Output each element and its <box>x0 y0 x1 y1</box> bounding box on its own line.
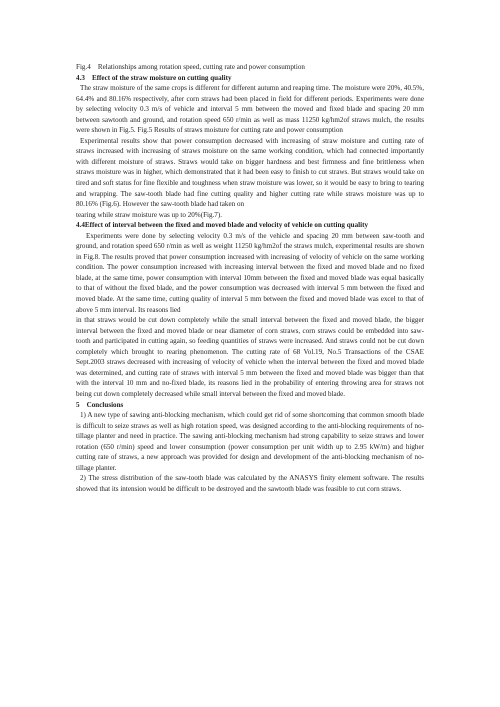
paragraph-straw-moisture: The straw moisture of the same crops is different for different autumn and reaping time. The moisture were 20%, 40.5%, 64.4% and 80.16% respectively, after corn straws had been placed in field for different periods. Experiments were done by selecting velocity 0.3 m/s of vehicle and interval 5 mm between the moved and fixed blade and spacing 20 mm between sawtooth and ground, and rotation speed 650 r/min as well as mass 11250 kg/hm2of straws mulch, the results were shown in Fig.5. Fig.5 Results of straws moisture for cutting rate and power consumption <box>76 84 424 135</box>
conclusion-item-1: 1) A new type of sawing anti-blocking mechanism, which could get rid of some shortcoming that common smooth blade is difficult to seize straws as well as high rotation speed, was designed according to the anti-blocking requirements of no-tillage planter and need in practice. The sawing anti-blocking mechanism had strong capability to seize straws and lower rotation (650 r/min) speed and lower consumption (power consumption per unit width up to 2.95 kW/m) and higher cutting rate of straws, a new approach was provided for design and development of the anti-blocking mechanism of no-tillage planter. <box>76 411 424 472</box>
paragraph-moisture-results-tail: tearing while straw moisture was up to 20%(Fig.7). <box>76 210 222 219</box>
paragraph-interval-experiments: Experiments were done by selecting velocity 0.3 m/s of the vehicle and spacing 20 mm between saw-tooth and ground, and rotation speed 650 r/min as well as weight 11250 kg/hm2of the straws mulch, experimental results are shown in Fig.8. The results proved that power consumption increased with increasing of velocity of vehicle on the same working condition. The power consumption increased with increasing interval between the fixed and moved blade and no fixed blade, at the same time, power consumption with interval 10mm between the fixed and moved blade was equal basically to that of without the fixed blade, and the power consumption was decreased with interval 5 mm between the fixed and moved blade. At the same time, cutting quality of interval 5 mm between the fixed and moved blade was excel to that of above 5 mm interval. Its reasons lied <box>76 231 424 314</box>
section-5-heading: 5 Conclusions <box>76 400 124 409</box>
conclusion-item-2: 2) The stress distribution of the saw-tooth blade was calculated by the ANASYS finity element software. The results showed that its intension would be difficult to be destroyed and the sawtooth blade was feasible to cut corn straws. <box>76 474 424 493</box>
paragraph-moisture-results: Experimental results show that power consumption decreased with increasing of straw moisture and cutting rate of straws increased with increasing of straws moisture on the same working condition, which had connected importantly with different moisture of straws. Straws would take on bigger hardness and best firmness and fine brittleness when straws moisture was in higher, which demonstrated that it had been easy to finish to cut straws. But straws would take on tired and soft status for fine flexible and toughness when straw moisture was lower, so it would be easy to bring to tearing and wrapping. The saw-tooth blade had fine cutting quality and higher cutting rate while straws moisture was up to 80.16% (Fig.6). However the saw-tooth blade had taken on <box>76 136 424 209</box>
section-4-3-heading: 4.3 Effect of the straw moisture on cutting quality <box>76 73 232 82</box>
document-page <box>76 62 424 494</box>
figure-4-caption: Fig.4 Relationships among rotation speed, cutting rate and power consumption <box>76 63 305 71</box>
paragraph-interval-reasons: in that straws would be cut down completely while the small interval between the fixed and moved blade, the bigger interval between the fixed and moved blade or near diameter of corn straws, corn straws could be embedded into saw-tooth and participated in cutting again, so feeding quantities of straws were increased. And straws could not be cut down completely which brought to rearing phenomenon. The cutting rate of 68 Vol.19, No.5 Transactions of the CSAE Sept.2003 straws decreased with increasing of velocity of vehicle when the interval between the fixed and moved blade was determined, and cutting rate of straws with interval 5 mm between the fixed and moved blade was bigger than that with the interval 10 mm and no-fixed blade, its reasons lied in the probability of entering throwing area for straws not being cut down completely decreased while small interval between the fixed and moved blade. <box>76 316 424 398</box>
section-4-4-heading: 4.4Effect of interval between the fixed and moved blade and velocity of vehicle on cutting quality <box>76 221 369 230</box>
